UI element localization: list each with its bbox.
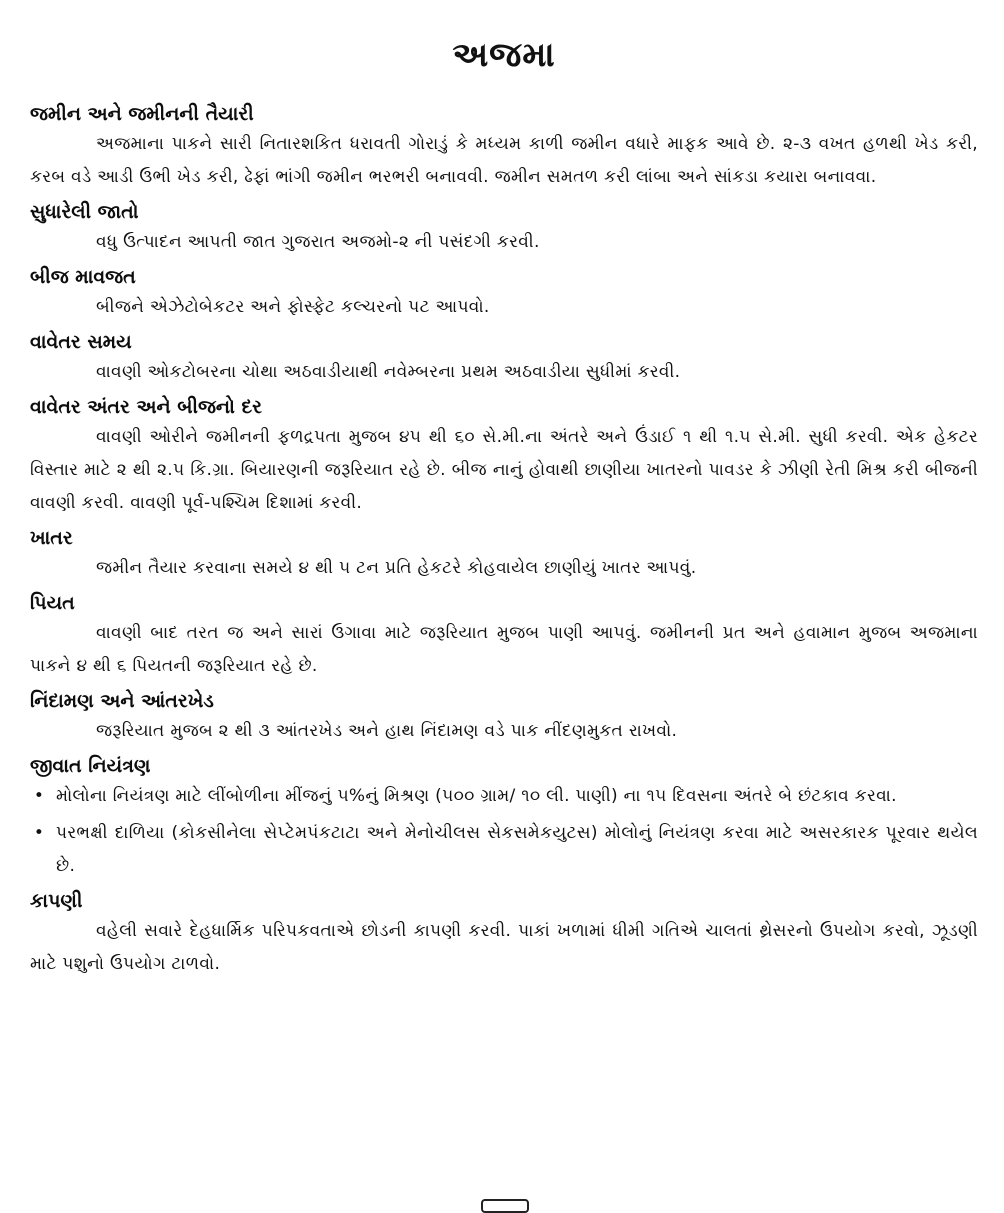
section-spacing-seed-rate: [30, 393, 978, 520]
section-paragraph: જમીન તૈયાર કરવાના સમયે ૪ થી ૫ ટન પ્રતિ હેકટરે કોહવાયેલ છાણીયું ખાતર આપવું.: [96, 558, 697, 578]
section-heading: સુધારેલી જાતો: [30, 201, 139, 223]
section-improved-varieties: [30, 198, 978, 259]
section-paragraph: જરૂરિયાત મુજબ ૨ થી ૩ આંતરખેડ અને હાથ નિંદામણ વડે પાક નીંદણમુકત રાખવો.: [96, 721, 678, 741]
section-paragraph: વહેલી સવારે દેહધાર્મિક પરિપકવતાએ છોડની કાપણી કરવી. પાકાં ખળામાં ધીમી ગતિએ ચાલતાં થ્રેસરનો ઉપયોગ કરવો, ઝૂડણી માટે પશુનો ઉપયોગ ટાળવો.: [30, 921, 978, 974]
section-sowing-time: [30, 328, 978, 389]
section-paragraph: વાવણી બાદ તરત જ અને સારાં ઉગાવા માટે જરૂરિયાત મુજબ પાણી આપવું. જમીનની પ્રત અને હવામાન મુજબ અજમાના પાકને ૪ થી ૬ પિયતની જરૂરિયાત રહે છે.: [30, 623, 978, 676]
section-manure: [30, 524, 978, 585]
section-paragraph: વધુ ઉત્પાદન આપતી જાત ગુજરાત અજમો-૨ ની પસંદગી કરવી.: [96, 232, 540, 252]
section-heading: પિયત: [30, 592, 75, 614]
section-heading: વાવેતર સમય: [30, 331, 132, 353]
section-heading: બીજ માવજત: [30, 266, 136, 288]
section-paragraph: વાવણી ઓરીને જમીનની ફળદ્રપતા મુજબ ૪૫ થી ૬૦ સે.મી.ના અંતરે અને ઉંડાઈ ૧ થી ૧.૫ સે.મી. સુધી કરવી. એક હેકટર વિસ્તાર માટે ૨ થી ૨.૫ કિ.ગ્રા. બિયારણની જરૂરિયાત રહે છે. બીજ નાનું હોવાથી છાણીયા ખાતરનો પાવડર કે ઝીણી રેતી મિશ્ર કરી બીજની વાવણી કરવી. વાવણી પૂર્વ-પશ્ચિમ દિશામાં કરવી.: [30, 427, 978, 513]
section-heading: જમીન અને જમીનની તૈયારી: [30, 103, 254, 125]
section-irrigation: [30, 589, 978, 683]
list-item: [30, 780, 978, 813]
section-land-preparation: [30, 100, 978, 194]
bullet-icon: •: [33, 823, 45, 843]
section-paragraph: બીજને એઝેટોબેકટર અને ફોસ્ફેટ કલ્ચરનો પટ આપવો.: [96, 297, 490, 317]
section-paragraph: અજમાના પાકને સારી નિતારશકિત ધરાવતી ગોરાડું કે મધ્યમ કાળી જમીન વધારે માફક આવે છે. ૨-૩ વખત હળથી ખેડ કરી, કરબ વડે આડી ઉભી ખેડ કરી, ઢેફાં ભાંગી જમીન ભરભરી બનાવવી. જમીન સમતળ કરી લાંબા અને સાંકડા કયારા બનાવવા.: [30, 134, 978, 187]
list-item: [30, 817, 978, 883]
title-area: [30, 0, 978, 100]
list-item-text: મોલોના નિયંત્રણ માટે લીંબોળીના મીંજનું ૫%નું મિશ્રણ (૫૦૦ ગ્રામ/ ૧૦ લી. પાણી) ના ૧૫ દિવસના અંતરે બે છંટકાવ કરવા.: [56, 786, 897, 806]
bullet-list: [30, 780, 978, 883]
section-weeding: [30, 687, 978, 748]
bullet-icon: •: [33, 786, 45, 806]
section-heading: કાપણી: [30, 890, 83, 912]
section-paragraph: વાવણી ઓકટોબરના ચોથા અઠવાડીયાથી નવેમ્બરના પ્રથમ અઠવાડીયા સુધીમાં કરવી.: [96, 362, 681, 382]
section-pest-control: [30, 752, 978, 883]
section-seed-treatment: [30, 263, 978, 324]
section-heading: ખાતર: [30, 527, 73, 549]
section-heading: જીવાત નિયંત્રણ: [30, 755, 151, 777]
page-number-box: [481, 1199, 529, 1213]
section-harvesting: [30, 887, 978, 981]
page-title: અજમા: [452, 35, 556, 75]
list-item-text: પરભક્ષી દાળિયા (કોકસીનેલા સેપ્ટેમપંકટાટા અને મેનોચીલસ સેકસમેકયુટસ) મોલોનું નિયંત્રણ કરવા માટે અસરકારક પૂરવાર થયેલ છે.: [56, 823, 978, 876]
section-heading: નિંદામણ અને આંતરખેડ: [30, 690, 214, 712]
section-heading: વાવેતર અંતર અને બીજનો દર: [30, 396, 262, 418]
